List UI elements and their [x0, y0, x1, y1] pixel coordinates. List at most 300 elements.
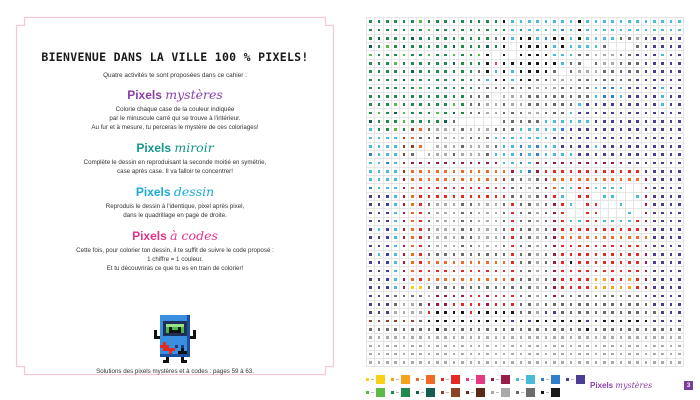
grid-cell[interactable] — [501, 151, 509, 159]
grid-cell[interactable] — [384, 342, 392, 350]
grid-cell[interactable] — [567, 193, 575, 201]
grid-cell[interactable] — [467, 251, 475, 259]
grid-cell[interactable] — [484, 226, 492, 234]
grid-cell[interactable] — [601, 351, 609, 359]
grid-cell[interactable] — [526, 334, 534, 342]
grid-cell[interactable] — [375, 60, 383, 68]
grid-cell[interactable] — [384, 251, 392, 259]
grid-cell[interactable] — [392, 43, 400, 51]
grid-cell[interactable] — [425, 201, 433, 209]
grid-cell[interactable] — [584, 209, 592, 217]
grid-cell[interactable] — [509, 326, 517, 334]
grid-cell[interactable] — [609, 43, 617, 51]
grid-cell[interactable] — [609, 359, 617, 367]
grid-cell[interactable] — [459, 317, 467, 325]
grid-cell[interactable] — [592, 234, 600, 242]
grid-cell[interactable] — [409, 159, 417, 167]
grid-cell[interactable] — [367, 351, 375, 359]
grid-cell[interactable] — [617, 292, 625, 300]
grid-cell[interactable] — [417, 309, 425, 317]
grid-cell[interactable] — [667, 359, 675, 367]
grid-cell[interactable] — [609, 242, 617, 250]
grid-cell[interactable] — [534, 184, 542, 192]
grid-cell[interactable] — [467, 276, 475, 284]
grid-cell[interactable] — [634, 85, 642, 93]
grid-cell[interactable] — [534, 326, 542, 334]
grid-cell[interactable] — [475, 193, 483, 201]
grid-cell[interactable] — [659, 159, 667, 167]
grid-cell[interactable] — [392, 159, 400, 167]
grid-cell[interactable] — [676, 134, 684, 142]
grid-cell[interactable] — [375, 309, 383, 317]
grid-cell[interactable] — [667, 259, 675, 267]
grid-cell[interactable] — [651, 51, 659, 59]
grid-cell[interactable] — [501, 143, 509, 151]
grid-cell[interactable] — [559, 242, 567, 250]
grid-cell[interactable] — [417, 159, 425, 167]
grid-cell[interactable] — [676, 351, 684, 359]
grid-cell[interactable] — [409, 93, 417, 101]
grid-cell[interactable] — [442, 126, 450, 134]
grid-cell[interactable] — [667, 93, 675, 101]
grid-cell[interactable] — [417, 359, 425, 367]
grid-cell[interactable] — [634, 326, 642, 334]
grid-cell[interactable] — [492, 126, 500, 134]
grid-cell[interactable] — [651, 234, 659, 242]
grid-cell[interactable] — [526, 242, 534, 250]
grid-cell[interactable] — [659, 118, 667, 126]
grid-cell[interactable] — [517, 43, 525, 51]
grid-cell[interactable] — [584, 51, 592, 59]
grid-cell[interactable] — [475, 218, 483, 226]
grid-cell[interactable] — [384, 201, 392, 209]
grid-cell[interactable] — [667, 118, 675, 126]
grid-cell[interactable] — [517, 342, 525, 350]
grid-cell[interactable] — [434, 334, 442, 342]
grid-cell[interactable] — [442, 226, 450, 234]
grid-cell[interactable] — [642, 143, 650, 151]
grid-cell[interactable] — [526, 301, 534, 309]
grid-cell[interactable] — [392, 68, 400, 76]
grid-cell[interactable] — [459, 76, 467, 84]
grid-cell[interactable] — [576, 143, 584, 151]
grid-cell[interactable] — [576, 118, 584, 126]
grid-cell[interactable] — [450, 184, 458, 192]
grid-cell[interactable] — [601, 26, 609, 34]
grid-cell[interactable] — [659, 68, 667, 76]
grid-cell[interactable] — [634, 267, 642, 275]
grid-cell[interactable] — [626, 93, 634, 101]
grid-cell[interactable] — [584, 109, 592, 117]
grid-cell[interactable] — [484, 259, 492, 267]
grid-cell[interactable] — [576, 234, 584, 242]
grid-cell[interactable] — [659, 109, 667, 117]
grid-cell[interactable] — [409, 242, 417, 250]
grid-cell[interactable] — [459, 151, 467, 159]
grid-cell[interactable] — [425, 134, 433, 142]
grid-cell[interactable] — [409, 334, 417, 342]
grid-cell[interactable] — [517, 284, 525, 292]
grid-cell[interactable] — [526, 184, 534, 192]
grid-cell[interactable] — [450, 218, 458, 226]
grid-cell[interactable] — [542, 326, 550, 334]
grid-cell[interactable] — [384, 226, 392, 234]
grid-cell[interactable] — [601, 276, 609, 284]
grid-cell[interactable] — [592, 85, 600, 93]
grid-cell[interactable] — [601, 292, 609, 300]
grid-cell[interactable] — [526, 126, 534, 134]
grid-cell[interactable] — [592, 176, 600, 184]
grid-cell[interactable] — [609, 101, 617, 109]
grid-cell[interactable] — [484, 159, 492, 167]
grid-cell[interactable] — [576, 26, 584, 34]
grid-cell[interactable] — [609, 209, 617, 217]
grid-cell[interactable] — [375, 18, 383, 26]
grid-cell[interactable] — [467, 93, 475, 101]
grid-cell[interactable] — [450, 201, 458, 209]
grid-cell[interactable] — [467, 218, 475, 226]
grid-cell[interactable] — [659, 176, 667, 184]
grid-cell[interactable] — [367, 326, 375, 334]
grid-cell[interactable] — [475, 317, 483, 325]
grid-cell[interactable] — [634, 143, 642, 151]
grid-cell[interactable] — [517, 251, 525, 259]
grid-cell[interactable] — [567, 176, 575, 184]
grid-cell[interactable] — [409, 68, 417, 76]
grid-cell[interactable] — [659, 85, 667, 93]
grid-cell[interactable] — [526, 309, 534, 317]
grid-cell[interactable] — [626, 218, 634, 226]
grid-cell[interactable] — [492, 51, 500, 59]
grid-cell[interactable] — [459, 251, 467, 259]
grid-cell[interactable] — [367, 134, 375, 142]
grid-cell[interactable] — [601, 143, 609, 151]
grid-cell[interactable] — [534, 267, 542, 275]
grid-cell[interactable] — [442, 351, 450, 359]
grid-cell[interactable] — [559, 209, 567, 217]
grid-cell[interactable] — [459, 159, 467, 167]
grid-cell[interactable] — [425, 301, 433, 309]
grid-cell[interactable] — [667, 284, 675, 292]
grid-cell[interactable] — [475, 201, 483, 209]
grid-cell[interactable] — [459, 334, 467, 342]
grid-cell[interactable] — [492, 201, 500, 209]
grid-cell[interactable] — [367, 35, 375, 43]
grid-cell[interactable] — [634, 168, 642, 176]
grid-cell[interactable] — [492, 359, 500, 367]
grid-cell[interactable] — [409, 118, 417, 126]
grid-cell[interactable] — [551, 284, 559, 292]
grid-cell[interactable] — [567, 76, 575, 84]
grid-cell[interactable] — [517, 134, 525, 142]
grid-cell[interactable] — [559, 176, 567, 184]
grid-cell[interactable] — [484, 292, 492, 300]
grid-cell[interactable] — [651, 76, 659, 84]
grid-cell[interactable] — [617, 68, 625, 76]
grid-cell[interactable] — [667, 151, 675, 159]
grid-cell[interactable] — [626, 43, 634, 51]
grid-cell[interactable] — [609, 93, 617, 101]
grid-cell[interactable] — [425, 292, 433, 300]
grid-cell[interactable] — [592, 26, 600, 34]
grid-cell[interactable] — [517, 143, 525, 151]
grid-cell[interactable] — [459, 134, 467, 142]
grid-cell[interactable] — [551, 201, 559, 209]
grid-cell[interactable] — [384, 68, 392, 76]
grid-cell[interactable] — [467, 26, 475, 34]
grid-cell[interactable] — [367, 276, 375, 284]
grid-cell[interactable] — [642, 218, 650, 226]
grid-cell[interactable] — [659, 168, 667, 176]
grid-cell[interactable] — [517, 334, 525, 342]
grid-cell[interactable] — [492, 134, 500, 142]
grid-cell[interactable] — [425, 184, 433, 192]
grid-cell[interactable] — [450, 134, 458, 142]
grid-cell[interactable] — [551, 301, 559, 309]
grid-cell[interactable] — [676, 251, 684, 259]
grid-cell[interactable] — [534, 159, 542, 167]
grid-cell[interactable] — [425, 168, 433, 176]
grid-cell[interactable] — [651, 242, 659, 250]
grid-cell[interactable] — [392, 284, 400, 292]
grid-cell[interactable] — [417, 85, 425, 93]
grid-cell[interactable] — [626, 193, 634, 201]
grid-cell[interactable] — [626, 242, 634, 250]
grid-cell[interactable] — [509, 242, 517, 250]
grid-cell[interactable] — [484, 201, 492, 209]
grid-cell[interactable] — [467, 51, 475, 59]
grid-cell[interactable] — [609, 159, 617, 167]
grid-cell[interactable] — [567, 218, 575, 226]
grid-cell[interactable] — [592, 126, 600, 134]
grid-cell[interactable] — [517, 193, 525, 201]
grid-cell[interactable] — [400, 267, 408, 275]
grid-cell[interactable] — [584, 317, 592, 325]
grid-cell[interactable] — [584, 292, 592, 300]
grid-cell[interactable] — [542, 76, 550, 84]
grid-cell[interactable] — [609, 193, 617, 201]
grid-cell[interactable] — [492, 234, 500, 242]
grid-cell[interactable] — [434, 51, 442, 59]
grid-cell[interactable] — [400, 168, 408, 176]
grid-cell[interactable] — [642, 93, 650, 101]
grid-cell[interactable] — [384, 184, 392, 192]
grid-cell[interactable] — [676, 259, 684, 267]
grid-cell[interactable] — [442, 43, 450, 51]
grid-cell[interactable] — [425, 68, 433, 76]
grid-cell[interactable] — [375, 334, 383, 342]
grid-cell[interactable] — [450, 317, 458, 325]
grid-cell[interactable] — [392, 267, 400, 275]
grid-cell[interactable] — [551, 234, 559, 242]
grid-cell[interactable] — [551, 326, 559, 334]
grid-cell[interactable] — [584, 184, 592, 192]
grid-cell[interactable] — [676, 26, 684, 34]
grid-cell[interactable] — [492, 143, 500, 151]
grid-cell[interactable] — [676, 118, 684, 126]
grid-cell[interactable] — [651, 284, 659, 292]
grid-cell[interactable] — [400, 242, 408, 250]
grid-cell[interactable] — [592, 292, 600, 300]
grid-cell[interactable] — [409, 109, 417, 117]
grid-cell[interactable] — [542, 93, 550, 101]
grid-cell[interactable] — [492, 209, 500, 217]
grid-cell[interactable] — [367, 251, 375, 259]
grid-cell[interactable] — [392, 101, 400, 109]
grid-cell[interactable] — [542, 351, 550, 359]
grid-cell[interactable] — [526, 101, 534, 109]
grid-cell[interactable] — [659, 317, 667, 325]
grid-cell[interactable] — [417, 26, 425, 34]
grid-cell[interactable] — [475, 68, 483, 76]
grid-cell[interactable] — [609, 143, 617, 151]
grid-cell[interactable] — [367, 292, 375, 300]
grid-cell[interactable] — [601, 151, 609, 159]
grid-cell[interactable] — [609, 134, 617, 142]
grid-cell[interactable] — [434, 35, 442, 43]
grid-cell[interactable] — [484, 317, 492, 325]
grid-cell[interactable] — [534, 18, 542, 26]
grid-cell[interactable] — [584, 43, 592, 51]
grid-cell[interactable] — [517, 151, 525, 159]
grid-cell[interactable] — [392, 151, 400, 159]
grid-cell[interactable] — [434, 176, 442, 184]
grid-cell[interactable] — [492, 317, 500, 325]
grid-cell[interactable] — [400, 109, 408, 117]
grid-cell[interactable] — [651, 251, 659, 259]
grid-cell[interactable] — [434, 118, 442, 126]
grid-cell[interactable] — [559, 193, 567, 201]
grid-cell[interactable] — [392, 309, 400, 317]
grid-cell[interactable] — [409, 201, 417, 209]
grid-cell[interactable] — [517, 159, 525, 167]
grid-cell[interactable] — [467, 334, 475, 342]
grid-cell[interactable] — [601, 359, 609, 367]
grid-cell[interactable] — [551, 251, 559, 259]
grid-cell[interactable] — [409, 143, 417, 151]
grid-cell[interactable] — [526, 109, 534, 117]
grid-cell[interactable] — [551, 68, 559, 76]
grid-cell[interactable] — [475, 60, 483, 68]
grid-cell[interactable] — [442, 193, 450, 201]
grid-cell[interactable] — [417, 18, 425, 26]
grid-cell[interactable] — [609, 284, 617, 292]
grid-cell[interactable] — [592, 101, 600, 109]
grid-cell[interactable] — [501, 85, 509, 93]
grid-cell[interactable] — [634, 109, 642, 117]
grid-cell[interactable] — [651, 201, 659, 209]
grid-cell[interactable] — [642, 101, 650, 109]
grid-cell[interactable] — [509, 18, 517, 26]
grid-cell[interactable] — [534, 259, 542, 267]
grid-cell[interactable] — [450, 68, 458, 76]
grid-cell[interactable] — [367, 267, 375, 275]
grid-cell[interactable] — [626, 309, 634, 317]
grid-cell[interactable] — [392, 234, 400, 242]
grid-cell[interactable] — [492, 151, 500, 159]
grid-cell[interactable] — [642, 317, 650, 325]
grid-cell[interactable] — [584, 85, 592, 93]
grid-cell[interactable] — [484, 168, 492, 176]
grid-cell[interactable] — [667, 309, 675, 317]
grid-cell[interactable] — [601, 334, 609, 342]
grid-cell[interactable] — [576, 218, 584, 226]
grid-cell[interactable] — [651, 68, 659, 76]
grid-cell[interactable] — [450, 101, 458, 109]
grid-cell[interactable] — [392, 242, 400, 250]
grid-cell[interactable] — [584, 226, 592, 234]
grid-cell[interactable] — [442, 76, 450, 84]
grid-cell[interactable] — [434, 218, 442, 226]
grid-cell[interactable] — [367, 193, 375, 201]
grid-cell[interactable] — [601, 259, 609, 267]
grid-cell[interactable] — [659, 151, 667, 159]
grid-cell[interactable] — [484, 301, 492, 309]
grid-cell[interactable] — [567, 226, 575, 234]
grid-cell[interactable] — [434, 242, 442, 250]
grid-cell[interactable] — [592, 242, 600, 250]
grid-cell[interactable] — [567, 292, 575, 300]
grid-cell[interactable] — [400, 193, 408, 201]
grid-cell[interactable] — [567, 35, 575, 43]
grid-cell[interactable] — [501, 351, 509, 359]
grid-cell[interactable] — [592, 109, 600, 117]
grid-cell[interactable] — [676, 301, 684, 309]
grid-cell[interactable] — [567, 18, 575, 26]
grid-cell[interactable] — [667, 193, 675, 201]
grid-cell[interactable] — [601, 18, 609, 26]
grid-cell[interactable] — [567, 85, 575, 93]
grid-cell[interactable] — [609, 201, 617, 209]
grid-cell[interactable] — [459, 118, 467, 126]
grid-cell[interactable] — [559, 76, 567, 84]
grid-cell[interactable] — [501, 43, 509, 51]
grid-cell[interactable] — [626, 18, 634, 26]
grid-cell[interactable] — [667, 176, 675, 184]
grid-cell[interactable] — [492, 18, 500, 26]
grid-cell[interactable] — [442, 201, 450, 209]
grid-cell[interactable] — [534, 43, 542, 51]
grid-cell[interactable] — [417, 317, 425, 325]
grid-cell[interactable] — [375, 35, 383, 43]
grid-cell[interactable] — [534, 193, 542, 201]
grid-cell[interactable] — [651, 292, 659, 300]
grid-cell[interactable] — [592, 159, 600, 167]
grid-cell[interactable] — [517, 51, 525, 59]
grid-cell[interactable] — [626, 234, 634, 242]
grid-cell[interactable] — [584, 93, 592, 101]
grid-cell[interactable] — [467, 193, 475, 201]
grid-cell[interactable] — [425, 259, 433, 267]
grid-cell[interactable] — [475, 234, 483, 242]
grid-cell[interactable] — [634, 151, 642, 159]
grid-cell[interactable] — [425, 276, 433, 284]
grid-cell[interactable] — [434, 284, 442, 292]
grid-cell[interactable] — [409, 267, 417, 275]
grid-cell[interactable] — [509, 26, 517, 34]
grid-cell[interactable] — [442, 209, 450, 217]
grid-cell[interactable] — [651, 226, 659, 234]
grid-cell[interactable] — [475, 242, 483, 250]
grid-cell[interactable] — [642, 193, 650, 201]
grid-cell[interactable] — [467, 18, 475, 26]
grid-cell[interactable] — [609, 276, 617, 284]
grid-cell[interactable] — [475, 276, 483, 284]
grid-cell[interactable] — [667, 168, 675, 176]
grid-cell[interactable] — [667, 292, 675, 300]
grid-cell[interactable] — [459, 284, 467, 292]
grid-cell[interactable] — [559, 168, 567, 176]
